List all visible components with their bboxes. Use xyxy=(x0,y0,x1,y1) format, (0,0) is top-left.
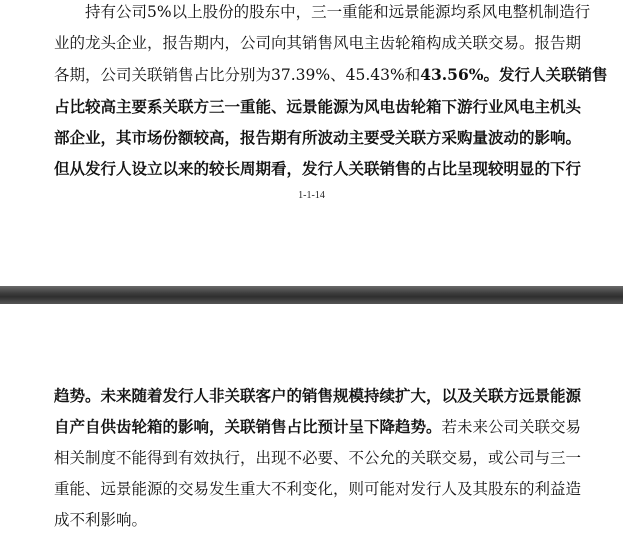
bold-text-line xyxy=(54,91,582,122)
text-run: 若未来公司关联交易 xyxy=(441,418,582,436)
text-line xyxy=(54,411,582,443)
text-run: 重能、远景能源的交易发生重大不利变化，则可能对发行人及其股东的利益造 xyxy=(54,480,582,498)
text-run: 各期，公司关联销售占比分别为37.39%、45.43%和 xyxy=(54,66,421,84)
text-line xyxy=(54,28,582,59)
bold-text-run: 趋势。未来随着发行人非关联客户的销售规模持续扩大，以及关联方远景能源 xyxy=(54,386,582,405)
text-line xyxy=(54,59,608,91)
text-run: 成不利影响。 xyxy=(54,511,148,529)
bold-text-line xyxy=(54,153,582,184)
bold-text-run: 占比较高主要系关联方三一重能、远景能源为风电齿轮箱下游行业风电主机头 xyxy=(54,97,582,116)
text-run: 业的龙头企业，报告期内，公司向其销售风电主齿轮箱构成关联交易。报告期 xyxy=(54,34,582,52)
bold-text-line xyxy=(54,122,582,153)
page-break-divider xyxy=(0,286,623,304)
bold-text-line xyxy=(54,380,582,411)
text-line xyxy=(54,0,591,28)
bold-text-run: 但从发行人设立以来的较长周期看，发行人关联销售的占比呈现较明显的下行 xyxy=(54,159,582,178)
text-line xyxy=(54,443,582,474)
bold-text-run: 43.56%。发行人关联销售 xyxy=(420,65,608,84)
related-party-risk-paragraph-part1 xyxy=(54,0,608,184)
text-line xyxy=(54,505,574,536)
page-number: 1-1-14 xyxy=(298,190,325,201)
related-party-risk-paragraph-part2 xyxy=(54,380,582,536)
bold-text-run: 自产自供齿轮箱的影响，关联销售占比预计呈下降趋势。 xyxy=(54,417,442,436)
bold-text-run: 部企业，其市场份额较高，报告期有所波动主要受关联方采购量波动的影响。 xyxy=(54,128,582,147)
text-run: 持有公司5%以上股份的股东中，三一重能和远景能源均系风电整机制造行 xyxy=(85,3,591,21)
text-run: 相关制度不能得到有效执行，出现不必要、不公允的关联交易，或公司与三一 xyxy=(54,449,582,467)
text-line xyxy=(54,474,582,505)
